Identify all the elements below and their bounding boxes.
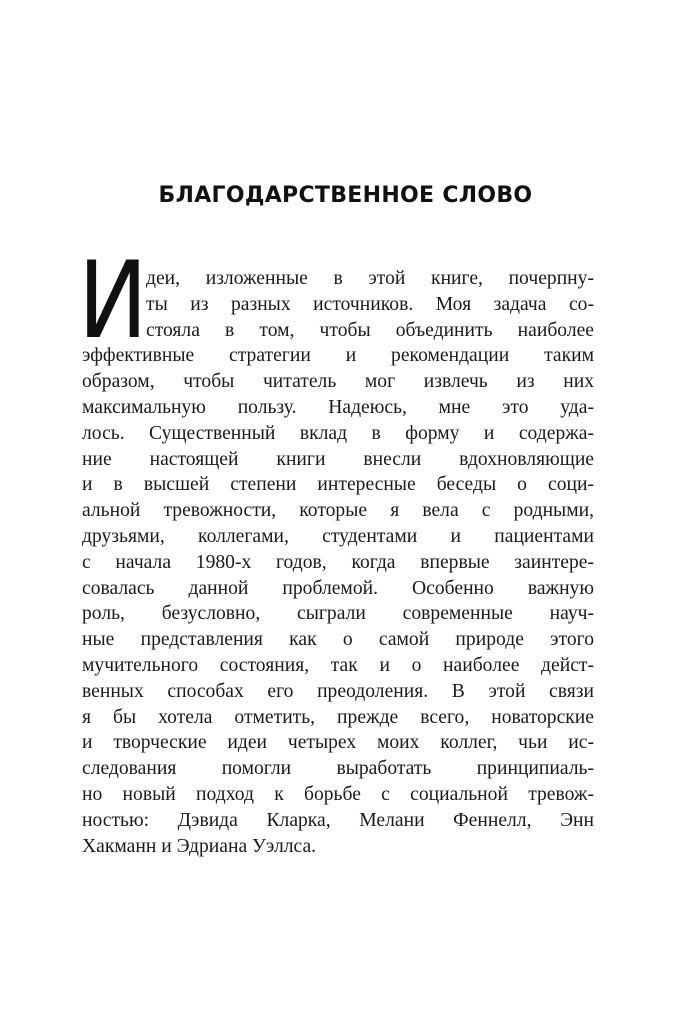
text-line: я бы хотела отметить, прежде всего, новаторские: [82, 706, 594, 728]
text-line: и в высшей степени интересные беседы о соци-: [82, 474, 594, 496]
text-line: следования помогли выработать принципиаль-: [82, 758, 594, 780]
text-line: но новый подход к борьбе с социальной тревож-: [82, 783, 594, 805]
drop-cap-letter: И: [78, 239, 148, 362]
text-line: ты из разных источников. Моя задача со-: [146, 293, 594, 315]
text-line: Хакманн и Эдриана Уэллса.: [82, 835, 317, 857]
text-line: с начала 1980-х годов, когда впервые заинтере-: [82, 551, 594, 573]
text-line: эффективные стратегии и рекомендации таким: [82, 345, 594, 367]
text-line: совалась данной проблемой. Особенно важную: [82, 577, 594, 599]
text-line: и творческие идеи четырех моих коллег, чьи ис-: [82, 732, 594, 754]
text-line: роль, безусловно, сыграли современные науч-: [82, 603, 594, 625]
text-line: венных способах его преодоления. В этой связи: [82, 680, 594, 702]
text-line: ние настоящей книги внесли вдохновляющие: [82, 448, 594, 470]
text-line: лось. Существенный вклад в форму и содержа-: [82, 422, 594, 444]
chapter-title: БЛАГОДАРСТВЕННОЕ СЛОВО: [158, 183, 533, 208]
text-line: друзьями, коллегами, студентами и пациентами: [82, 525, 594, 547]
text-line: образом, чтобы читатель мог извлечь из них: [82, 371, 594, 393]
text-line: стояла в том, чтобы объединить наиболее: [146, 319, 594, 341]
text-line: ные представления как о самой природе этого: [82, 629, 594, 651]
text-line: ностью: Дэвида Кларка, Мелани Феннелл, Энн: [82, 809, 594, 831]
text-line: альной тревожности, которые я вела с родными,: [82, 500, 594, 522]
text-line: мучительного состояния, так и о наиболее дейст-: [82, 654, 594, 676]
text-line: максимальную пользу. Надеюсь, мне это уда-: [82, 396, 594, 418]
text-line: деи, изложенные в этой книге, почерпну-: [146, 268, 594, 289]
paragraph: [82, 266, 594, 859]
